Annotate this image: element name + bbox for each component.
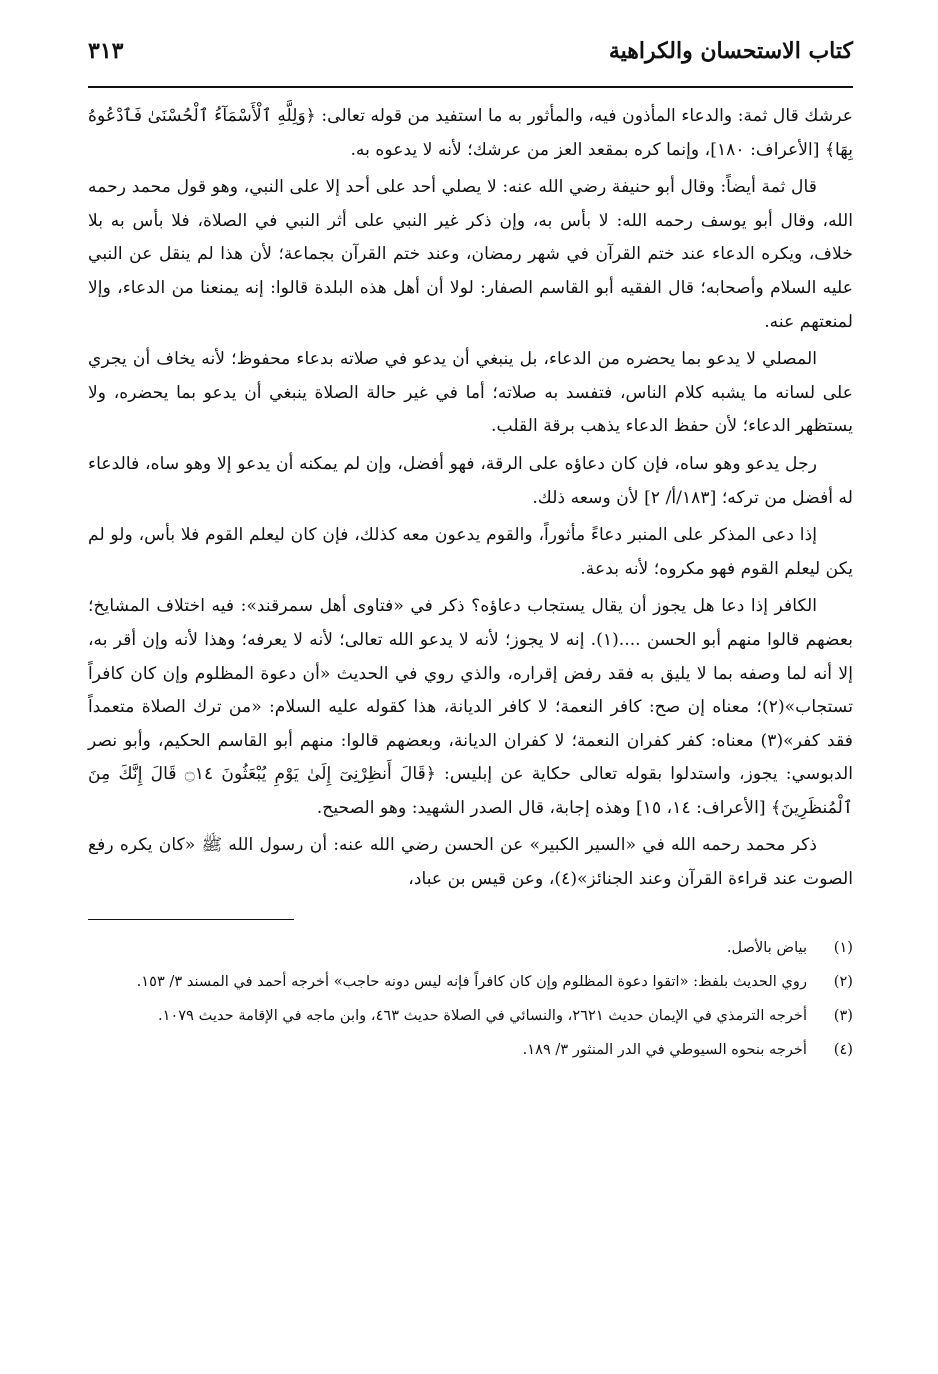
footnote bbox=[88, 1036, 853, 1064]
footnote bbox=[88, 1002, 853, 1030]
paragraph: المصلي لا يدعو بما يحضره من الدعاء، بل ينبغي أن يدعو في صلاته بدعاء محفوظ؛ لأنه يخاف أن يجري على لسانه ما يشبه كلام الناس، فتفسد به صلاته؛ أما في غير حالة الصلاة ينبغي أن يدعو بما يحضره، ولا يستظهر الدعاء؛ لأن حفظ الدعاء يذهب برقة القلب. bbox=[88, 349, 853, 437]
chapter-title: كتاب الاستحسان والكراهية bbox=[608, 38, 853, 64]
footnote-text: بياض بالأصل. bbox=[726, 938, 807, 956]
main-text bbox=[88, 100, 853, 897]
paragraph: قال ثمة أيضاً: وقال أبو حنيفة رضي الله عنه: لا يصلي أحد على أحد إلا على النبي، وهو قول محمد رحمه الله، وقال أبو يوسف رحمه الله: لا بأس به، وإن ذكر غير النبي على أثر النبي في الصلاة، فلا بأس به بلا خلاف، ويكره الدعاء عند ختم القرآن في شهر رمضان، وعند ختم القرآن بجماعة؛ لأن هذا لم ينقل عن النبي عليه السلام وأصحابه؛ قال الفقيه أبو القاسم الصفار: لولا أن أهل هذه البلدة قالوا: إنه يمنعنا من الدعاء، وإلا لمنعتهم عنه. bbox=[88, 177, 853, 332]
footnote bbox=[88, 934, 853, 962]
page-number: ٣١٣ bbox=[88, 38, 124, 64]
footnote-text: أخرجه بنحوه السيوطي في الدر المنثور ٣/ ١٨٩. bbox=[522, 1040, 807, 1058]
footnote-number: (١) bbox=[833, 938, 853, 956]
paragraph: إذا دعى المذكر على المنبر دعاءً مأثوراً، والقوم يدعون معه كذلك، فإن كان ليعلم القوم فلا بأس، ولو لم يكن ليعلم القوم فهو مكروه؛ لأنه بدعة. bbox=[88, 525, 853, 579]
page-header bbox=[88, 38, 853, 88]
book-page bbox=[88, 38, 853, 1338]
footnote-number: (٤) bbox=[833, 1040, 853, 1058]
footnote-separator-wrap bbox=[88, 901, 853, 934]
paragraph: الكافر إذا دعا هل يجوز أن يقال يستجاب دعاؤه؟ ذكر في «فتاوى أهل سمرقند»: فيه اختلاف المشايخ؛ بعضهم قالوا منهم أبو الحسن ....(١). إنه لا يجوز؛ لأنه لا يدعو الله تعالى؛ لأنه لا يعرفه؛ وهذا لأنه وإن أقر به، إلا أنه لما وصفه بما لا يليق به فقد رفض إقراره، والذي روي في الحديث «أن دعوة المظلوم وإن كان كافراً تستجاب»(٢)؛ معناه إن صح: كافر النعمة؛ لا كافر الديانة، هذا كقوله عليه السلام: «من ترك الصلاة متعمداً فقد كفر»(٣) معناه: كفر كفران النعمة؛ لا كفران الديانة، وبعضهم قالوا: منهم أبو القاسم الحكيم، وأبو نصر الدبوسي: يجوز، واستدلوا بقوله تعالى حكاية عن إبليس: ﴿قَالَ أَنظِرْنِىٓ إِلَىٰ يَوْمِ يُبْعَثُونَ ۝١٤ قَالَ إِنَّكَ مِنَ ٱلْمُنظَرِينَ﴾ [الأعراف: ١٤، ١٥] وهذه إجابة، قال الصدر الشهيد: وهو الصحيح. bbox=[88, 596, 853, 818]
paragraph: رجل يدعو وهو ساه، فإن كان دعاؤه على الرقة، فهو أفضل، وإن لم يمكنه أن يدعو إلا وهو ساه، فالدعاء له أفضل من تركه؛ [١٨٣/أ/ ٢] لأن وسعه ذلك. bbox=[88, 453, 853, 508]
footnote-number: (٢) bbox=[833, 972, 853, 990]
footnote-text: أخرجه الترمذي في الإيمان حديث ٢٦٢١، والنسائي في الصلاة حديث ٤٦٣، وابن ماجه في الإقامة حديث ١٠٧٩. bbox=[157, 1006, 807, 1024]
footnote-separator bbox=[88, 919, 294, 920]
footnote-number: (٣) bbox=[833, 1006, 853, 1024]
paragraph: عرشك قال ثمة: والدعاء المأذون فيه، والمأثور به ما استفيد من قوله تعالى: ﴿وَلِلَّهِ ٱلْأَسْمَآءُ ٱلْحُسْنَىٰ فَٱدْعُوهُ بِهَا﴾ [الأعراف: ١٨٠]، وإنما كره بمقعد العز من عرشك؛ لأنه لا يدعوه به. bbox=[88, 106, 853, 160]
footnotes bbox=[88, 934, 853, 1064]
paragraph: ذكر محمد رحمه الله في «السير الكبير» عن الحسن رضي الله عنه: أن رسول الله ﷺ «كان يكره رفع الصوت عند قراءة القرآن وعند الجنائز»(٤)، وعن قيس بن عباد، bbox=[88, 835, 853, 890]
footnote-text: روي الحديث بلفظ: «اتقوا دعوة المظلوم وإن كان كافراً فإنه ليس دونه حاجب» أخرجه أحمد في المسند ٣/ ١٥٣. bbox=[136, 972, 807, 990]
footnote bbox=[88, 968, 853, 996]
